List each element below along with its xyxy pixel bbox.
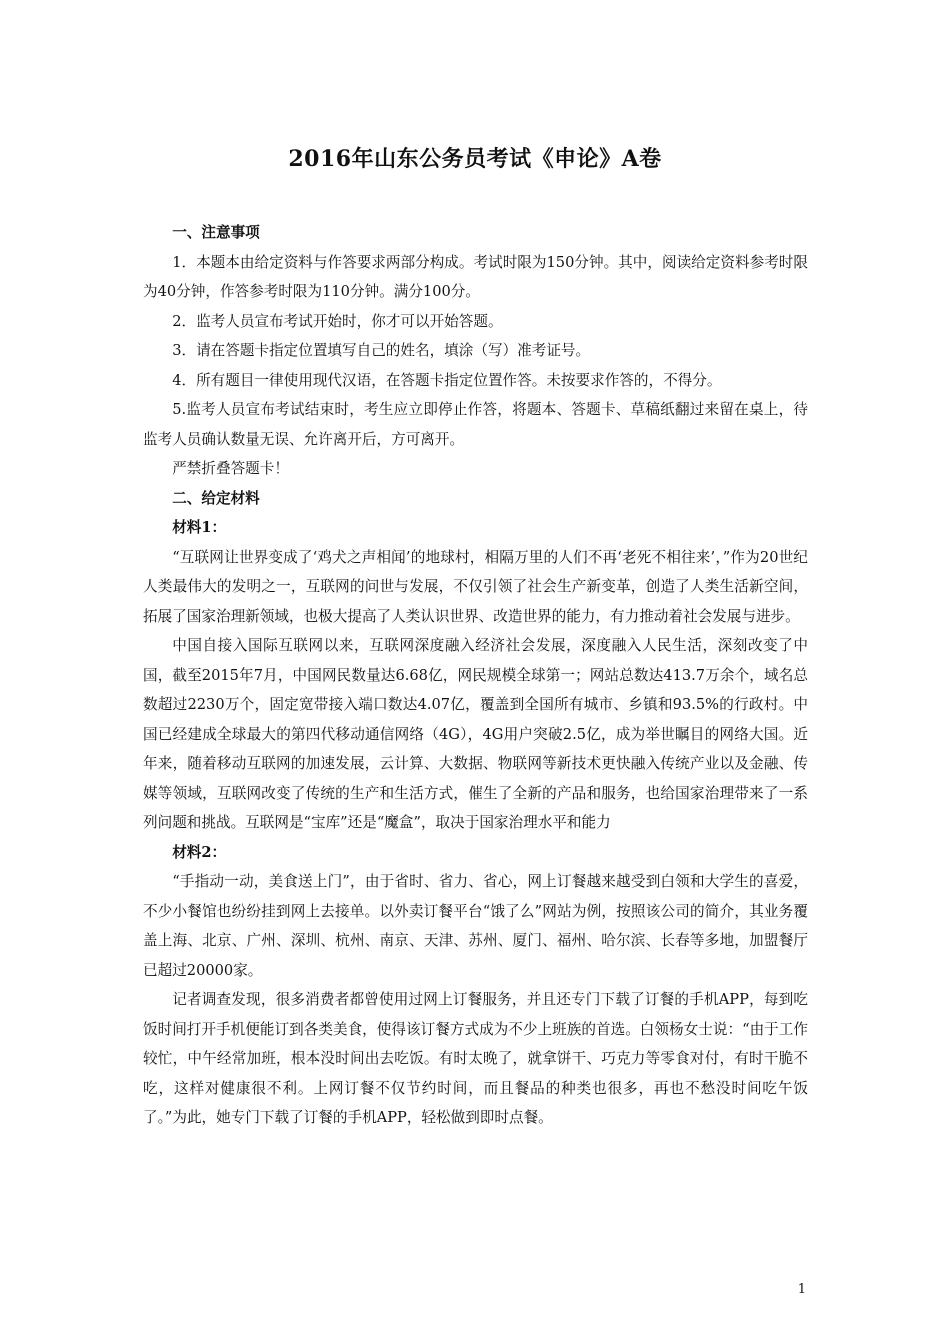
note-item: 严禁折叠答题卡！ (172, 460, 289, 477)
material-paragraph: 中国自接入国际互联网以来，互联网深度融入经济社会发展，深度融入人民生活，深刻改变了中国，截至2015年7月，中国网民数量达6.68亿，网民规模全球第一；网站总数达413.7万余个，域名总数超过2230万个，固定宽带接入端口数达4.07亿，覆盖到全国所有城市、乡镇和93.5%的行政村。中国已经建成全球最大的第四代移动通信网络（4G），4G用户突破2.5亿，成为举世瞩目的网络大国。近年来，随着移动互联网的加速发展，云计算、大数据、物联网等新技术更快融入传统产业以及金融、传媒等领域，互联网改变了传统的生产和生活方式，催生了全新的产品和服务，也给国家治理带来了一系列问题和挑战。互联网是“宝库”还是“魔盒”，取决于国家治理水平和能力 (143, 637, 808, 831)
document-body (143, 218, 808, 1133)
page-number: 1 (797, 1282, 806, 1297)
note-item: 1．本题本由给定资料与作答要求两部分构成。考试时限为150分钟。其中，阅读给定资料参考时限为40分钟，作答参考时限为110分钟。满分100分。 (143, 253, 808, 300)
note-item: 5.监考人员宣布考试结束时，考生应立即停止作答，将题本、答题卡、草稿纸翻过来留在桌上，待监考人员确认数量无误、允许离开后，方可离开。 (143, 401, 808, 448)
material-paragraph: “手指动一动，美食送上门”，由于省时、省力、省心，网上订餐越来越受到白领和大学生的喜爱，不少小餐馆也纷纷挂到网上去接单。以外卖订餐平台“饿了么”网站为例，按照该公司的简介，其业务覆盖上海、北京、广州、深圳、杭州、南京、天津、苏州、厦门、福州、哈尔滨、长春等多地，加盟餐厅已超过20000家。 (143, 873, 808, 979)
note-item: 4．所有题目一律使用现代汉语，在答题卡指定位置作答。未按要求作答的，不得分。 (172, 371, 722, 389)
document-title: 2016年山东公务员考试《申论》A卷 (288, 146, 662, 172)
material-label: 材料1： (172, 519, 227, 536)
section-heading-materials: 二、给定材料 (172, 489, 260, 507)
note-item: 3．请在答题卡指定位置填写自己的姓名，填涂（写）准考证号。 (172, 342, 591, 359)
material-paragraph: 记者调查发现，很多消费者都曾使用过网上订餐服务，并且还专门下载了订餐的手机APP，每到吃饭时间打开手机便能订到各类美食，使得该订餐方式成为不少上班族的首选。白领杨女士说：“由于工作较忙，中午经常加班，根本没时间出去吃饭。有时太晚了，就拿饼干、巧克力等零食对付，有时干脆不吃，这样对健康很不利。上网订餐不仅节约时间，而且餐品的种类也很多，再也不愁没时间吃午饭了。”为此，她专门下载了订餐的手机APP，轻松做到即时点餐。 (143, 991, 808, 1126)
section-heading-notes: 一、注意事项 (172, 224, 260, 241)
note-item: 2．监考人员宣布考试开始时，你才可以开始答题。 (172, 312, 503, 330)
material-paragraph: “互联网让世界变成了‘鸡犬之声相闻’的地球村，相隔万里的人们不再‘老死不相往来’，”作为20世纪人类最伟大的发明之一，互联网的问世与发展，不仅引领了社会生产新变革，创造了人类生活新空间，拓展了国家治理新领域，也极大提高了人类认识世界、改造世界的能力，有力推动着社会发展与进步。 (143, 548, 808, 625)
material-label: 材料2： (172, 843, 227, 861)
